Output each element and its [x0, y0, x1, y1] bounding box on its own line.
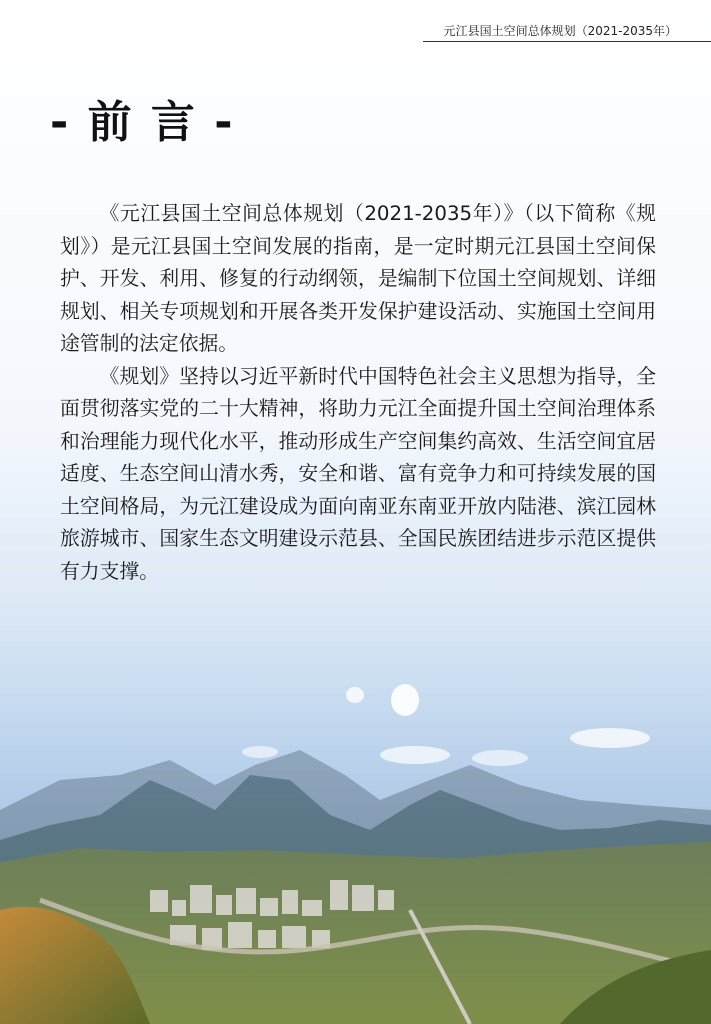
paragraph: 《规划》坚持以习近平新时代中国特色社会主义思想为指导，全面贯彻落实党的二十大精神，将助力元江全面提升国土空间治理体系和治理能力现代化水平，推动形成生产空间集约高效、生活空间宜居适度、生态空间山清水秀，安全和谐、富有竞争力和可持续发展的国土空间格局，为元江建设成为面向南亚东南亚开放内陆港、滨江园林旅游城市、国家生态文明建设示范县、全国民族团结进步示范区提供有力支撑。	[60, 364, 656, 583]
paragraph: 《元江县国土空间总体规划（2021-2035年）》（以下简称《规划》）是元江县国土空间发展的指南，是一定时期元江县国土空间保护、开发、利用、修复的行动纲领，是编制下位国土空间规划、详细规划、相关专项规划和开展各类开发保护建设活动、实施国土空间用途管制的法定依据。	[60, 202, 656, 355]
page-title: - 前 言 -	[50, 97, 235, 148]
preface-body	[60, 198, 656, 588]
running-header-title: 元江县国土空间总体规划（2021-2035年）	[443, 24, 677, 38]
header-rule	[423, 41, 711, 42]
landscape-photo	[0, 600, 711, 1024]
